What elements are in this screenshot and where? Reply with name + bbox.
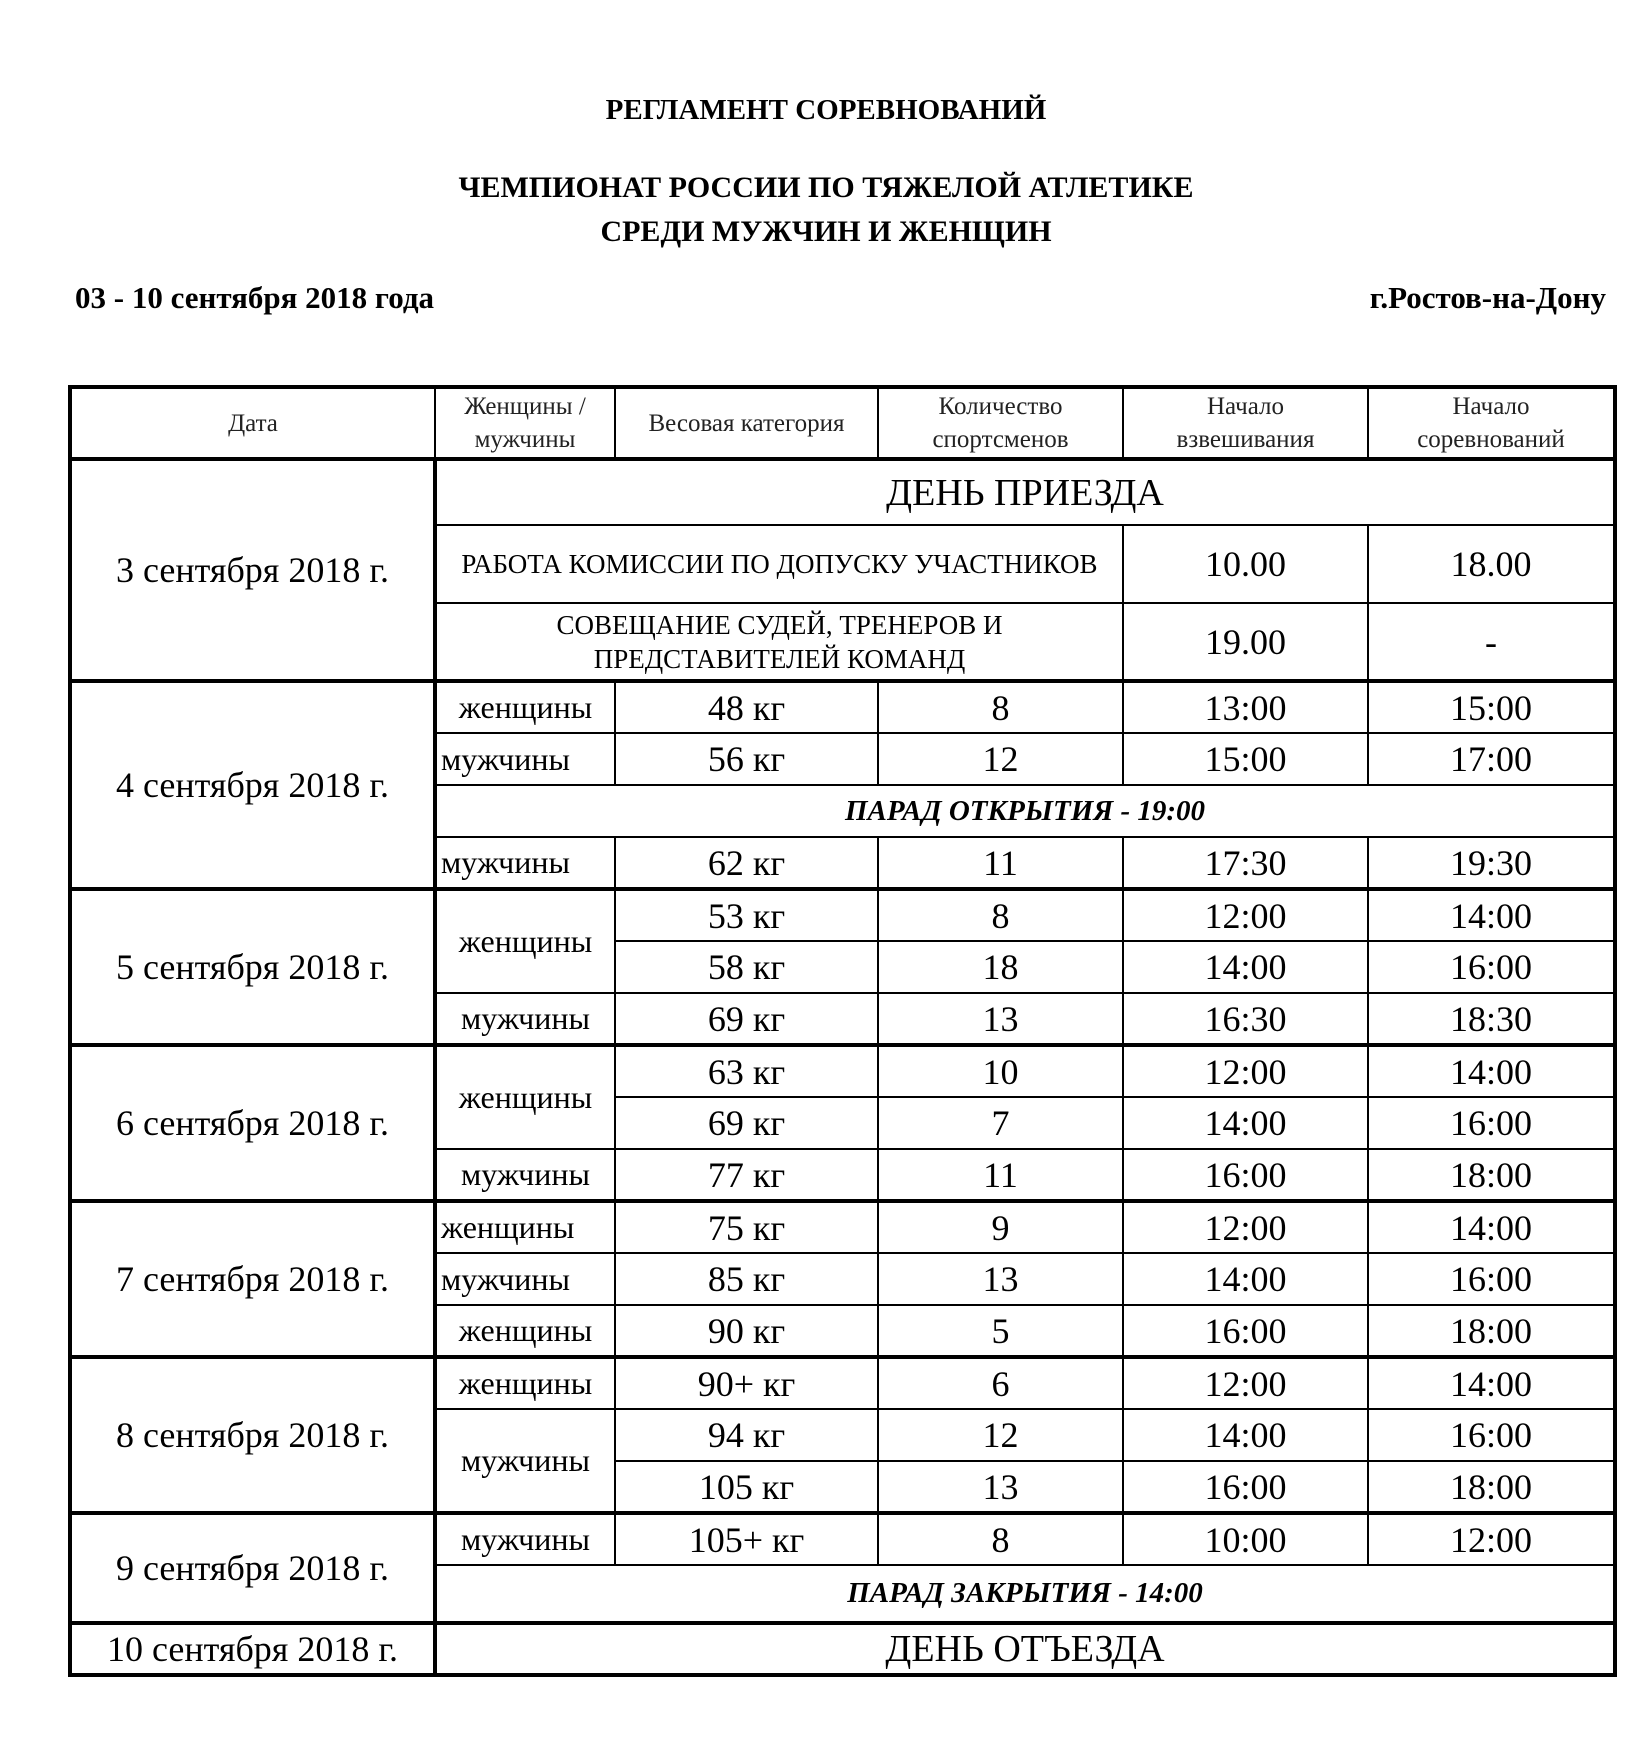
weigh-in-cell: 16:30 (1123, 993, 1368, 1045)
weigh-in-cell: 10:00 (1123, 1513, 1368, 1565)
count-cell: 8 (878, 889, 1123, 941)
count-cell: 12 (878, 1409, 1123, 1461)
count-cell: 10 (878, 1045, 1123, 1097)
col-header-weight: Весовая категория (615, 387, 878, 459)
col-header-date: Дата (70, 387, 435, 459)
closing-parade: ПАРАД ЗАКРЫТИЯ - 14:00 (435, 1565, 1615, 1623)
gender-cell: мужчины (435, 733, 615, 785)
start-cell: 14:00 (1368, 1201, 1615, 1253)
count-cell: 13 (878, 1253, 1123, 1305)
start-cell: 19:30 (1368, 837, 1615, 889)
arrival-day: ДЕНЬ ПРИЕЗДА (435, 459, 1615, 525)
start-cell: 15:00 (1368, 681, 1615, 733)
commission-label: РАБОТА КОМИССИИ ПО ДОПУСКУ УЧАСТНИКОВ (435, 525, 1123, 603)
gender-cell: женщины (435, 1305, 615, 1357)
schedule-table (68, 385, 1617, 1677)
start-cell: 18:00 (1368, 1305, 1615, 1357)
start-cell: 14:00 (1368, 1357, 1615, 1409)
count-cell: 7 (878, 1097, 1123, 1149)
table-row (70, 1045, 1615, 1097)
weight-cell: 77 кг (615, 1149, 878, 1201)
col-header-count: Количество спортсменов (878, 387, 1123, 459)
weigh-in-cell: 14:00 (1123, 1097, 1368, 1149)
gender-cell: женщины (435, 1357, 615, 1409)
event-city: г.Ростов-на-Дону (1369, 280, 1606, 315)
weight-cell: 58 кг (615, 941, 878, 993)
meeting-start: - (1368, 603, 1615, 681)
weight-cell: 90 кг (615, 1305, 878, 1357)
start-cell: 14:00 (1368, 1045, 1615, 1097)
championship-title-line1: ЧЕМПИОНАТ РОССИИ ПО ТЯЖЕЛОЙ АТЛЕТИКЕ (458, 171, 1194, 204)
opening-parade: ПАРАД ОТКРЫТИЯ - 19:00 (435, 785, 1615, 837)
table-row (70, 1201, 1615, 1253)
weigh-in-cell: 14:00 (1123, 941, 1368, 993)
col-header-weigh-in: Начало взвешивания (1123, 387, 1368, 459)
gender-cell: мужчины (435, 837, 615, 889)
weigh-in-cell: 17:30 (1123, 837, 1368, 889)
weight-cell: 90+ кг (615, 1357, 878, 1409)
count-cell: 11 (878, 1149, 1123, 1201)
weigh-in-cell: 12:00 (1123, 1357, 1368, 1409)
weight-cell: 62 кг (615, 837, 878, 889)
count-cell: 5 (878, 1305, 1123, 1357)
table-row (70, 681, 1615, 733)
day-date: 10 сентября 2018 г. (70, 1623, 435, 1675)
col-header-start: Начало соревнований (1368, 387, 1615, 459)
start-cell: 12:00 (1368, 1513, 1615, 1565)
start-cell: 18:30 (1368, 993, 1615, 1045)
weight-cell: 105+ кг (615, 1513, 878, 1565)
count-cell: 6 (878, 1357, 1123, 1409)
day-date: 5 сентября 2018 г. (70, 889, 435, 1045)
departure-day: ДЕНЬ ОТЪЕЗДА (435, 1623, 1615, 1675)
table-header-row (70, 387, 1615, 459)
start-cell: 16:00 (1368, 941, 1615, 993)
weight-cell: 75 кг (615, 1201, 878, 1253)
gender-cell: мужчины (435, 1149, 615, 1201)
weigh-in-cell: 16:00 (1123, 1305, 1368, 1357)
weight-cell: 105 кг (615, 1461, 878, 1513)
weigh-in-cell: 15:00 (1123, 733, 1368, 785)
weigh-in-cell: 12:00 (1123, 1045, 1368, 1097)
event-date-range: 03 - 10 сентября 2018 года (75, 280, 435, 315)
gender-cell: мужчины (435, 1513, 615, 1565)
table-row (70, 1357, 1615, 1409)
table-row (70, 889, 1615, 941)
weigh-in-cell: 16:00 (1123, 1149, 1368, 1201)
weight-cell: 94 кг (615, 1409, 878, 1461)
count-cell: 11 (878, 837, 1123, 889)
weight-cell: 85 кг (615, 1253, 878, 1305)
weight-cell: 48 кг (615, 681, 878, 733)
start-cell: 18:00 (1368, 1149, 1615, 1201)
gender-cell: женщины (435, 889, 615, 993)
gender-cell: мужчины (435, 1409, 615, 1513)
commission-start: 18.00 (1368, 525, 1615, 603)
weight-cell: 69 кг (615, 993, 878, 1045)
day-date: 8 сентября 2018 г. (70, 1357, 435, 1513)
count-cell: 8 (878, 1513, 1123, 1565)
weight-cell: 53 кг (615, 889, 878, 941)
gender-cell: женщины (435, 681, 615, 733)
start-cell: 17:00 (1368, 733, 1615, 785)
count-cell: 9 (878, 1201, 1123, 1253)
regulation-heading: РЕГЛАМЕНТ СОРЕВНОВАНИЙ (605, 94, 1047, 126)
start-cell: 14:00 (1368, 889, 1615, 941)
weigh-in-cell: 16:00 (1123, 1461, 1368, 1513)
table-row (70, 1513, 1615, 1565)
start-cell: 16:00 (1368, 1253, 1615, 1305)
count-cell: 13 (878, 993, 1123, 1045)
day-date: 7 сентября 2018 г. (70, 1201, 435, 1357)
weigh-in-cell: 12:00 (1123, 889, 1368, 941)
gender-cell: женщины (435, 1201, 615, 1253)
day-date: 6 сентября 2018 г. (70, 1045, 435, 1201)
day-date: 3 сентября 2018 г. (70, 459, 435, 681)
weight-cell: 63 кг (615, 1045, 878, 1097)
weight-cell: 69 кг (615, 1097, 878, 1149)
weigh-in-cell: 14:00 (1123, 1409, 1368, 1461)
weigh-in-cell: 13:00 (1123, 681, 1368, 733)
table-row (70, 1623, 1615, 1675)
count-cell: 12 (878, 733, 1123, 785)
table-row (70, 459, 1615, 525)
championship-title-line2: СРЕДИ МУЖЧИН И ЖЕНЩИН (600, 215, 1052, 248)
day-date: 9 сентября 2018 г. (70, 1513, 435, 1623)
weight-cell: 56 кг (615, 733, 878, 785)
start-cell: 16:00 (1368, 1409, 1615, 1461)
day-date: 4 сентября 2018 г. (70, 681, 435, 889)
count-cell: 8 (878, 681, 1123, 733)
meeting-label: СОВЕЩАНИЕ СУДЕЙ, ТРЕНЕРОВ И ПРЕДСТАВИТЕЛЕЙ КОМАНД (435, 603, 1123, 681)
gender-cell: мужчины (435, 993, 615, 1045)
meeting-weigh-in: 19.00 (1123, 603, 1368, 681)
gender-cell: мужчины (435, 1253, 615, 1305)
start-cell: 16:00 (1368, 1097, 1615, 1149)
count-cell: 18 (878, 941, 1123, 993)
weigh-in-cell: 14:00 (1123, 1253, 1368, 1305)
count-cell: 13 (878, 1461, 1123, 1513)
weigh-in-cell: 12:00 (1123, 1201, 1368, 1253)
start-cell: 18:00 (1368, 1461, 1615, 1513)
gender-cell: женщины (435, 1045, 615, 1149)
col-header-gender: Женщины / мужчины (435, 387, 615, 459)
commission-weigh-in: 10.00 (1123, 525, 1368, 603)
